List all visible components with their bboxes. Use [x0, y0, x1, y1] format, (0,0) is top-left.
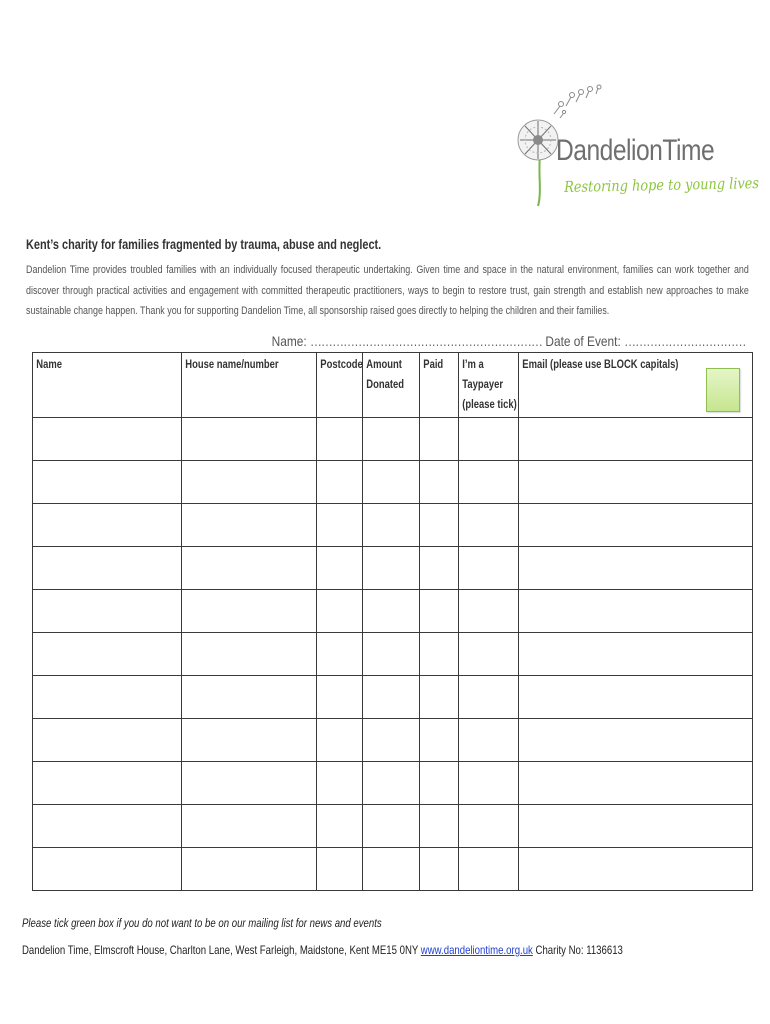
cell-amount[interactable]: [363, 805, 420, 848]
cell-amount[interactable]: [363, 848, 420, 891]
name-date-line: [272, 333, 746, 349]
cell-amount[interactable]: [363, 590, 420, 633]
footer-address-line: [22, 943, 623, 957]
cell-house[interactable]: [182, 762, 317, 805]
cell-paid[interactable]: [420, 719, 459, 762]
cell-house[interactable]: [182, 504, 317, 547]
cell-email[interactable]: [519, 848, 753, 891]
cell-postcode[interactable]: [317, 805, 363, 848]
table-row: [33, 676, 753, 719]
cell-taxpayer[interactable]: [459, 418, 519, 461]
logo-name: DandelionTime: [556, 134, 715, 167]
column-header-email: Email (please use BLOCK capitals): [519, 353, 753, 418]
cell-email[interactable]: [519, 461, 753, 504]
table-row: [33, 418, 753, 461]
cell-name[interactable]: [33, 719, 182, 762]
table-row: [33, 719, 753, 762]
cell-name[interactable]: [33, 547, 182, 590]
cell-taxpayer[interactable]: [459, 547, 519, 590]
table-row: [33, 504, 753, 547]
column-header-house: House name/number: [182, 353, 317, 418]
cell-house[interactable]: [182, 676, 317, 719]
cell-email[interactable]: [519, 719, 753, 762]
cell-name[interactable]: [33, 504, 182, 547]
cell-amount[interactable]: [363, 461, 420, 504]
table-header-row: [33, 353, 753, 418]
column-header-paid: Paid: [420, 353, 459, 418]
cell-postcode[interactable]: [317, 676, 363, 719]
cell-house[interactable]: [182, 719, 317, 762]
cell-house[interactable]: [182, 590, 317, 633]
cell-taxpayer[interactable]: [459, 762, 519, 805]
cell-postcode[interactable]: [317, 762, 363, 805]
website-link[interactable]: www.dandeliontime.org.uk: [420, 943, 533, 957]
cell-name[interactable]: [33, 676, 182, 719]
cell-email[interactable]: [519, 762, 753, 805]
cell-paid[interactable]: [420, 848, 459, 891]
sponsorship-table: [32, 352, 753, 891]
logo-tagline: Restoring hope to young lives: [564, 174, 760, 196]
mailing-list-note: Please tick green box if you do not want to be on our mailing list for news and events: [22, 916, 382, 930]
table-row: [33, 461, 753, 504]
cell-amount[interactable]: [363, 504, 420, 547]
table-row: [33, 762, 753, 805]
cell-postcode[interactable]: [317, 461, 363, 504]
column-header-name: Name: [33, 353, 182, 418]
cell-email[interactable]: [519, 676, 753, 719]
cell-amount[interactable]: [363, 547, 420, 590]
column-header-taxpayer: I’m a Taypayer (please tick): [459, 353, 519, 418]
cell-amount[interactable]: [363, 719, 420, 762]
cell-name[interactable]: [33, 590, 182, 633]
table-row: [33, 547, 753, 590]
cell-paid[interactable]: [420, 504, 459, 547]
cell-name[interactable]: [33, 848, 182, 891]
cell-postcode[interactable]: [317, 719, 363, 762]
cell-email[interactable]: [519, 547, 753, 590]
date-label: Date of Event:: [545, 333, 622, 349]
cell-taxpayer[interactable]: [459, 805, 519, 848]
mailing-list-tick-box[interactable]: [706, 368, 740, 412]
cell-name[interactable]: [33, 805, 182, 848]
cell-taxpayer[interactable]: [459, 590, 519, 633]
cell-postcode[interactable]: [317, 633, 363, 676]
cell-taxpayer[interactable]: [459, 633, 519, 676]
cell-paid[interactable]: [420, 418, 459, 461]
cell-house[interactable]: [182, 418, 317, 461]
cell-paid[interactable]: [420, 547, 459, 590]
cell-amount[interactable]: [363, 418, 420, 461]
cell-postcode[interactable]: [317, 848, 363, 891]
cell-name[interactable]: [33, 418, 182, 461]
cell-name[interactable]: [33, 762, 182, 805]
cell-amount[interactable]: [363, 676, 420, 719]
cell-house[interactable]: [182, 848, 317, 891]
cell-taxpayer[interactable]: [459, 461, 519, 504]
cell-taxpayer[interactable]: [459, 719, 519, 762]
cell-taxpayer[interactable]: [459, 676, 519, 719]
cell-postcode[interactable]: [317, 504, 363, 547]
cell-house[interactable]: [182, 805, 317, 848]
name-field[interactable]: ………………………………………………………: [310, 333, 543, 349]
cell-taxpayer[interactable]: [459, 848, 519, 891]
cell-paid[interactable]: [420, 805, 459, 848]
cell-amount[interactable]: [363, 633, 420, 676]
cell-postcode[interactable]: [317, 547, 363, 590]
cell-postcode[interactable]: [317, 590, 363, 633]
cell-email[interactable]: [519, 805, 753, 848]
cell-house[interactable]: [182, 633, 317, 676]
cell-email[interactable]: [519, 504, 753, 547]
cell-paid[interactable]: [420, 590, 459, 633]
charity-address: Dandelion Time, Elmscroft House, Charlton Lane, West Farleigh, Maidstone, Kent ME15 0NY: [22, 943, 419, 957]
cell-house[interactable]: [182, 547, 317, 590]
cell-email[interactable]: [519, 633, 753, 676]
table-row: [33, 805, 753, 848]
cell-paid[interactable]: [420, 676, 459, 719]
cell-postcode[interactable]: [317, 418, 363, 461]
cell-paid[interactable]: [420, 633, 459, 676]
date-field[interactable]: ……………………………: [624, 333, 746, 349]
column-header-postcode: Postcode: [317, 353, 363, 418]
table-row: [33, 633, 753, 676]
table-row: [33, 848, 753, 891]
charity-number: Charity No: 1136613: [535, 943, 623, 957]
cell-amount[interactable]: [363, 762, 420, 805]
column-header-amount: Amount Donated: [363, 353, 420, 418]
intro-paragraph: Dandelion Time provides troubled families with an individually focused therapeutic undertaking. Given time and space in the natural environment, families can work together and discover through practical activities and engagement with committed therapeutic practitioners, ways to begin to restore trust, gain strength and establish new approaches to make sustainable change happen. Thank you for supporting Dandelion Time, all sponsorship raised goes directly to helping the children and their families.: [26, 264, 749, 317]
cell-house[interactable]: [182, 461, 317, 504]
cell-paid[interactable]: [420, 461, 459, 504]
cell-name[interactable]: [33, 461, 182, 504]
cell-paid[interactable]: [420, 762, 459, 805]
cell-name[interactable]: [33, 633, 182, 676]
page-headline: Kent’s charity for families fragmented by trauma, abuse and neglect.: [26, 236, 382, 252]
cell-email[interactable]: [519, 590, 753, 633]
cell-email[interactable]: [519, 418, 753, 461]
dandelion-time-logo: [516, 84, 760, 210]
cell-taxpayer[interactable]: [459, 504, 519, 547]
name-label: Name:: [272, 333, 308, 349]
table-row: [33, 590, 753, 633]
